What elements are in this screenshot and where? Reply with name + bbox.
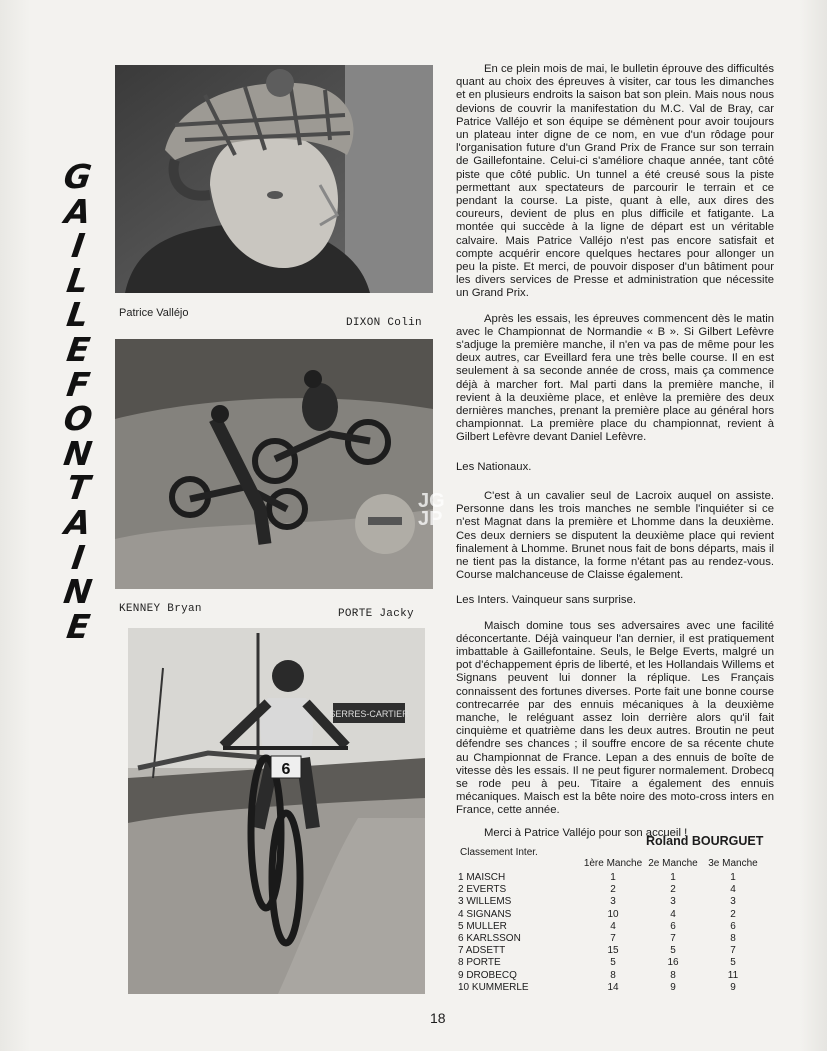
- photo-race-crash: [115, 339, 433, 589]
- header-manche-1: 1ère Manche: [583, 858, 643, 869]
- manche-1-result: 2: [610, 884, 616, 896]
- paragraph-intro: En ce plein mois de mai, le bulletin éprouve des difficultés quant au choix des épreuves à visiter, car tous les dimanches et en plusieurs endroits la saison bat son plein. Mais nous nous devions de couvrir la manifestation du M.C. Val de Bray, car Patrice Valléjo et son équipe se démènent pour avoir toujours un plateau inter digne de ce nom, en vue d'un rôdage pour l'organisation future d'un Grand Prix de France sur son terrain de Gaillefontaine. Celui-ci s'améliore chaque année, tant côté piste que côté public. Un tunnel a été creusé sous la piste permettant aux spectateurs de parcourir le terrain et ce pendant la course. La piste, quant à elle, aux dires des coureurs, devient de plus en plus difficile et fatigante. La montée qui succède à la ligne de départ est un véritable calvaire. Mais Patrice Valléjo n'est pas encore satisfait et compte acquérir encore quelques hectares pour allonger un peu la piste. Et merci, de pouvoir disposer d'un bâtiment pour les divers services de Presse et administration que nécessite un Grand Prix.: [456, 63, 774, 300]
- heading-inters: Les Inters. Vainqueur sans surprise.: [456, 594, 637, 607]
- manche-2-result: 7: [670, 933, 676, 945]
- manche-2-result: 3: [670, 896, 676, 908]
- header-manche-2: 2e Manche: [648, 858, 698, 869]
- title-letter: E: [64, 329, 93, 369]
- rider-name: 5 MULLER: [458, 920, 507, 932]
- manche-3-result: 1: [730, 872, 736, 883]
- results-header-row: [458, 855, 763, 872]
- classement-title: Classement Inter.: [460, 847, 538, 858]
- paragraph-normandie: Après les essais, les épreuves commencent dès le matin avec le Championnat de Normandie « B ». Si Gilbert Lefèvre s'adjuge la première manche, il n'en va pas de même pour les deux autres, car Eveillard fera une très belle course. Il en est seulement à sa seconde année de cross, mais ça commence déjà à marcher fort. Mal parti dans la première manche, il revient à la deuxième place, et enlève la première des deux dernières manches, prenant la première place au général hors championnat. La première place du championnat, revient à Gilbert Lefèvre devant Daniel Lefèvre.: [456, 312, 774, 444]
- table-row: [458, 970, 763, 982]
- header-name: [458, 855, 583, 872]
- title-letter: L: [64, 295, 92, 335]
- manche-2-result: 2: [670, 884, 676, 896]
- title-letter: T: [64, 468, 93, 508]
- paragraph-inters: Maisch domine tous ses adversaires avec une facilité déconcertante. Déjà vainqueur l'an dernier, il est pratiquement imbattable à Gaillefontaine. Seuls, le Belge Everts, malgré un pot d'échappement épris de liberté, et les Hollandais Willems et Signans peuvent lui donner la réplique. Les Français connaissent des fortunes diverses. Porte fait une bonne course contrecarrée par des ennuis mécaniques à la deuxième manche, le reléguant assez loin derrière alors qu'il fait cinquième et quatrième dans les deux autres. Broutin ne peut défendre ses chances ; il souffre encore de sa récente chute au Championnat de France. Lepan a des ennuis de boîte de vitesse dès les essais. Il ne peut figurer normalement. Drobecq se rode peu à peu. Titaire a également des ennuis mécaniques. Maisch est la bête noire des moto-cross inters en France, cette année.: [456, 619, 774, 817]
- rider-name: 6 KARLSSON: [458, 933, 521, 945]
- paragraph-nationaux: C'est à un cavalier seul de Lacroix auquel on assiste. Personne dans les trois manches ne semble l'inquiéter si ce n'est Magnat dans la première et Lhomme dans la deuxième. Ces deux derniers se disputent la deuxième place qui revient finalement à Lhomme. Brunet nous fait de bons départs, mais il ne tient pas la distance, la forme n'étant pas au rendez-vous. Course malchanceuse de Claisse également.: [456, 489, 774, 582]
- rider-name: 3 WILLEMS: [458, 896, 512, 908]
- title-letter: L: [64, 260, 92, 300]
- rider-name: 10 KUMMERLE: [458, 981, 529, 993]
- manche-2-result: 8: [670, 969, 676, 981]
- caption-dixon: DIXON Colin: [346, 317, 422, 329]
- watermark: JG JP: [418, 490, 445, 530]
- caption-porte: PORTE Jacky: [338, 608, 414, 620]
- manche-3-result: 2: [730, 908, 736, 920]
- author: Roland BOURGUET: [646, 834, 764, 848]
- paragraph-thanks: Merci à Patrice Valléjo pour son accueil !: [484, 826, 688, 839]
- title-letter: G: [61, 157, 95, 196]
- title-letter: N: [61, 433, 95, 473]
- title-letter: I: [69, 226, 87, 266]
- table-row: [458, 945, 763, 957]
- rider-name: 9 DROBECQ: [458, 969, 517, 981]
- table-row: [458, 933, 763, 945]
- manche-1-result: 7: [610, 933, 616, 945]
- title-letter: A: [62, 502, 94, 542]
- rider-number: 6: [281, 761, 291, 778]
- vertical-title: [58, 157, 98, 646]
- table-row: [458, 884, 763, 896]
- manche-3-result: 4: [730, 884, 736, 896]
- heading-nationaux: Les Nationaux.: [456, 460, 532, 473]
- page-number: 18: [430, 1010, 446, 1026]
- rider-name: 2 EVERTS: [458, 884, 507, 896]
- manche-1-result: 10: [607, 908, 619, 920]
- table-row: [458, 921, 763, 933]
- article-text: [456, 63, 774, 840]
- manche-2-result: 16: [667, 957, 679, 969]
- manche-3-result: 3: [730, 896, 736, 908]
- table-row: [458, 896, 763, 908]
- manche-1-result: 15: [607, 945, 619, 957]
- manche-3-result: 6: [730, 920, 736, 932]
- manche-1-result: 5: [610, 957, 616, 969]
- manche-3-result: 5: [730, 957, 736, 969]
- table-row: [458, 982, 763, 994]
- manche-2-result: 6: [670, 920, 676, 932]
- manche-1-result: 4: [610, 920, 616, 932]
- table-row: [458, 872, 763, 884]
- rider-name: 8 PORTE: [458, 957, 501, 969]
- rider-name: 7 ADSETT: [458, 945, 506, 957]
- manche-2-result: 9: [670, 981, 676, 993]
- rider-name: 4 SIGNANS: [458, 908, 512, 920]
- manche-3-result: 9: [730, 981, 736, 993]
- manche-1-result: 14: [607, 981, 619, 993]
- caption-kenney: KENNEY Bryan: [119, 603, 202, 615]
- title-letter: N: [61, 572, 95, 612]
- table-row: [458, 957, 763, 969]
- caption-patrice: Patrice Valléjo: [119, 307, 189, 319]
- results-table: [458, 855, 763, 994]
- manche-3-result: 8: [730, 933, 736, 945]
- manche-2-result: 5: [670, 945, 676, 957]
- title-letter: O: [61, 399, 95, 439]
- manche-3-result: 7: [730, 945, 736, 957]
- title-letter: E: [64, 606, 93, 646]
- title-letter: F: [64, 364, 93, 404]
- manche-1-result: 1: [610, 872, 616, 883]
- photo-patrice-vallejo: [115, 65, 433, 293]
- manche-1-result: 3: [610, 896, 616, 908]
- title-letter: A: [62, 191, 94, 231]
- title-letter: I: [69, 537, 87, 577]
- manche-2-result: 4: [670, 908, 676, 920]
- manche-1-result: 8: [610, 969, 616, 981]
- manche-3-result: 11: [727, 969, 739, 981]
- manche-2-result: 1: [670, 872, 676, 883]
- photo-rider-jump: [128, 628, 425, 994]
- rider-name: 1 MAISCH: [458, 872, 506, 883]
- table-row: [458, 909, 763, 921]
- header-manche-3: 3e Manche: [708, 858, 758, 869]
- sign-text: SERRES-CARTIER: [329, 709, 409, 719]
